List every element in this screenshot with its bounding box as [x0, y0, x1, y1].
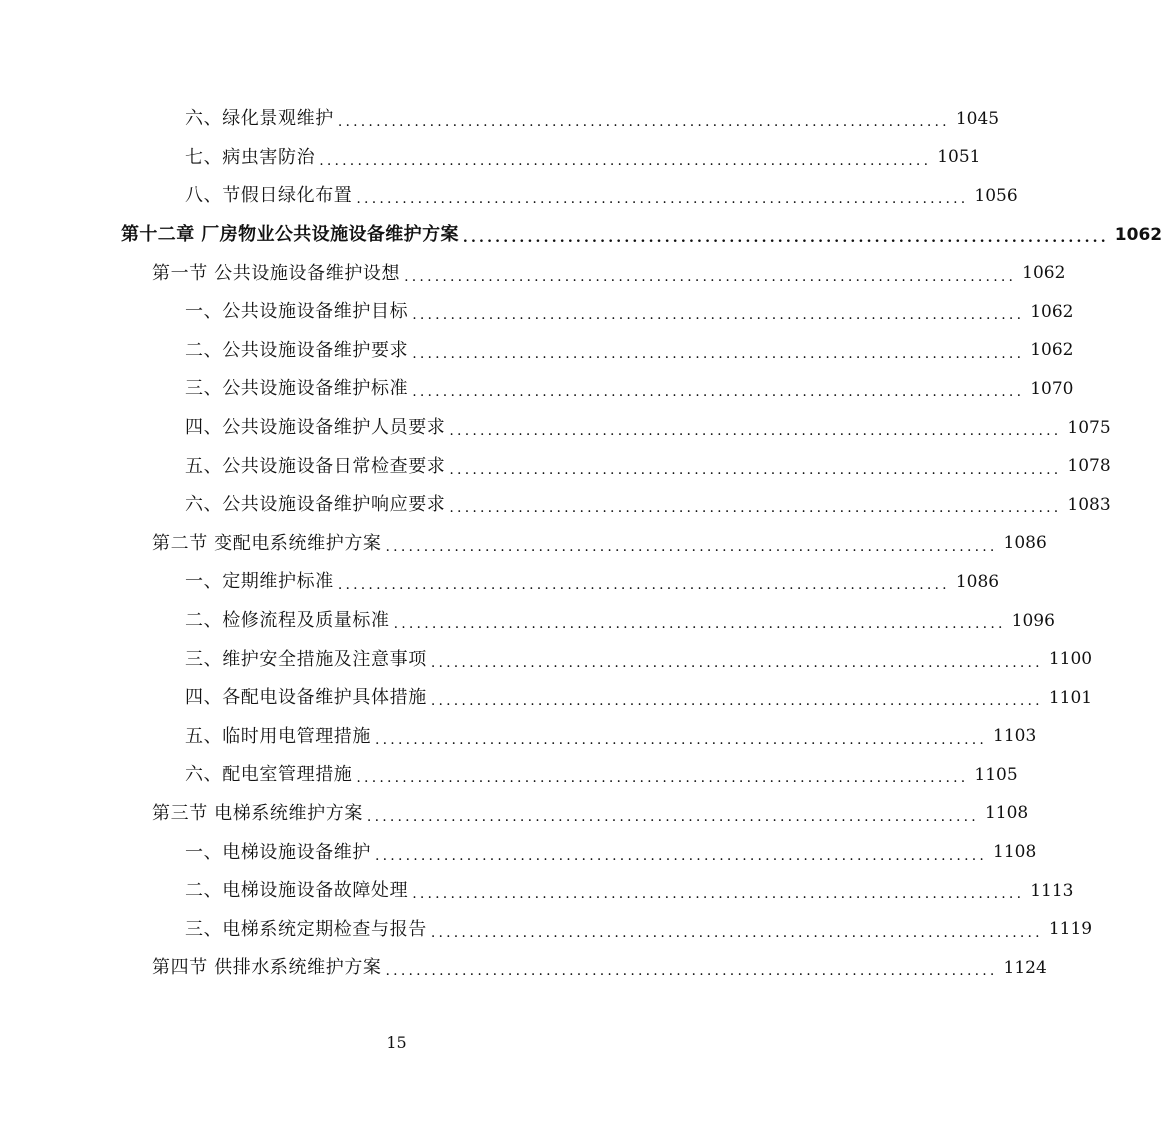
- toc-entry-title: 六、公共设施设备维护响应要求: [185, 494, 446, 516]
- toc-entry-title: 第十二章 厂房物业公共设施设备维护方案: [121, 224, 459, 246]
- toc-entry-page-number: 1062: [1030, 301, 1074, 322]
- toc-entry-title: 一、公共设施设备维护目标: [185, 301, 409, 323]
- toc-entry-title: 第一节 公共设施设备维护设想: [152, 262, 401, 284]
- table-of-contents: [0, 100, 1162, 988]
- dot-leader: ................................................................................: [385, 963, 998, 980]
- toc-entry-title: 六、配电室管理措施: [185, 764, 353, 786]
- dot-leader: ................................................................................: [412, 345, 1025, 362]
- toc-entry-chapter[interactable]: [0, 216, 1162, 255]
- toc-entry-page-number: 1086: [955, 571, 1000, 592]
- toc-entry-page-number: 1075: [1067, 417, 1111, 438]
- toc-entry-title: 五、公共设施设备日常检查要求: [185, 455, 446, 477]
- toc-entry-item[interactable]: [0, 679, 1093, 718]
- toc-entry-title: 七、病虫害防治: [185, 146, 316, 168]
- toc-entry-page-number: 1119: [1048, 919, 1093, 940]
- toc-entry-title: 第四节 供排水系统维护方案: [152, 957, 382, 979]
- toc-entry-title: 六、绿化景观维护: [185, 108, 334, 130]
- toc-entry-title: 二、电梯设施设备故障处理: [185, 880, 409, 902]
- dot-leader: ................................................................................: [449, 423, 1062, 440]
- toc-entry-item[interactable]: [0, 563, 1000, 602]
- toc-entry-title: 一、电梯设施设备维护: [185, 841, 371, 863]
- toc-entry-title: 一、定期维护标准: [185, 571, 334, 593]
- dot-leader: ................................................................................: [430, 654, 1043, 671]
- toc-entry-title: 三、电梯系统定期检查与报告: [185, 918, 427, 940]
- dot-leader: ................................................................................: [449, 500, 1062, 517]
- toc-entry-item[interactable]: [0, 139, 981, 178]
- toc-entry-page-number: 1103: [993, 726, 1037, 747]
- toc-entry-title: 三、公共设施设备维护标准: [185, 378, 409, 400]
- toc-entry-page-number: 1096: [1011, 610, 1055, 631]
- dot-leader: ................................................................................: [375, 847, 988, 864]
- dot-leader: ................................................................................: [449, 461, 1062, 478]
- toc-entry-page-number: 1101: [1048, 687, 1093, 708]
- toc-entry-item[interactable]: [0, 177, 1018, 216]
- toc-entry-item[interactable]: [0, 756, 1018, 795]
- dot-leader: ................................................................................: [462, 230, 1109, 247]
- toc-entry-page-number: 1056: [974, 185, 1018, 206]
- toc-entry-title: 第三节 电梯系统维护方案: [152, 802, 363, 824]
- toc-entry-page-number: 1070: [1030, 378, 1074, 399]
- toc-entry-item[interactable]: [0, 332, 1074, 371]
- dot-leader: ................................................................................: [404, 268, 1017, 285]
- toc-entry-title: 三、维护安全措施及注意事项: [185, 648, 427, 670]
- dot-leader: ................................................................................: [337, 577, 950, 594]
- toc-entry-title: 第二节 变配电系统维护方案: [152, 532, 382, 554]
- toc-entry-item[interactable]: [0, 486, 1111, 525]
- toc-entry-page-number: 1108: [984, 803, 1029, 824]
- toc-entry-page-number: 1062: [1114, 224, 1162, 245]
- dot-leader: ................................................................................: [412, 307, 1025, 324]
- toc-entry-section[interactable]: [0, 525, 1047, 564]
- toc-entry-item[interactable]: [0, 409, 1111, 448]
- page-number: 15: [386, 1033, 407, 1052]
- dot-leader: ................................................................................: [366, 808, 979, 825]
- toc-entry-page-number: 1062: [1022, 263, 1066, 284]
- dot-leader: ................................................................................: [319, 152, 932, 169]
- toc-entry-page-number: 1113: [1030, 880, 1074, 901]
- dot-leader: ................................................................................: [412, 384, 1025, 401]
- toc-entry-title: 五、临时用电管理措施: [185, 725, 371, 747]
- toc-entry-page-number: 1083: [1067, 494, 1111, 515]
- toc-entry-item[interactable]: [0, 447, 1111, 486]
- toc-entry-item[interactable]: [0, 602, 1055, 641]
- toc-entry-section[interactable]: [0, 254, 1066, 293]
- toc-entry-item[interactable]: [0, 910, 1093, 949]
- toc-entry-title: 二、检修流程及质量标准: [185, 610, 390, 632]
- toc-entry-title: 八、节假日绿化布置: [185, 185, 353, 207]
- toc-entry-page-number: 1078: [1067, 456, 1111, 477]
- dot-leader: ................................................................................: [430, 693, 1043, 710]
- dot-leader: ................................................................................: [356, 770, 969, 787]
- toc-entry-page-number: 1108: [993, 842, 1037, 863]
- toc-entry-page-number: 1124: [1003, 957, 1047, 978]
- toc-entry-page-number: 1105: [974, 764, 1018, 785]
- toc-entry-page-number: 1100: [1048, 649, 1093, 670]
- toc-entry-title: 四、各配电设备维护具体措施: [185, 687, 427, 709]
- dot-leader: ................................................................................: [393, 616, 1006, 633]
- toc-entry-item[interactable]: [0, 872, 1074, 911]
- toc-entry-item[interactable]: [0, 640, 1093, 679]
- dot-leader: ................................................................................: [356, 191, 969, 208]
- toc-entry-item[interactable]: [0, 293, 1074, 332]
- dot-leader: ................................................................................: [375, 731, 988, 748]
- toc-entry-section[interactable]: [0, 795, 1029, 834]
- toc-entry-page-number: 1062: [1030, 340, 1074, 361]
- toc-entry-item[interactable]: [0, 100, 1000, 139]
- toc-entry-title: 二、公共设施设备维护要求: [185, 339, 409, 361]
- dot-leader: ................................................................................: [430, 924, 1043, 941]
- toc-entry-section[interactable]: [0, 949, 1047, 988]
- toc-entry-item[interactable]: [0, 370, 1074, 409]
- dot-leader: ................................................................................: [385, 538, 998, 555]
- toc-entry-title: 四、公共设施设备维护人员要求: [185, 417, 446, 439]
- dot-leader: ................................................................................: [412, 886, 1025, 903]
- toc-entry-page-number: 1086: [1003, 533, 1047, 554]
- dot-leader: ................................................................................: [337, 114, 950, 131]
- toc-entry-item[interactable]: [0, 833, 1037, 872]
- toc-entry-page-number: 1051: [937, 147, 981, 168]
- toc-entry-page-number: 1045: [955, 108, 1000, 129]
- toc-entry-item[interactable]: [0, 718, 1037, 757]
